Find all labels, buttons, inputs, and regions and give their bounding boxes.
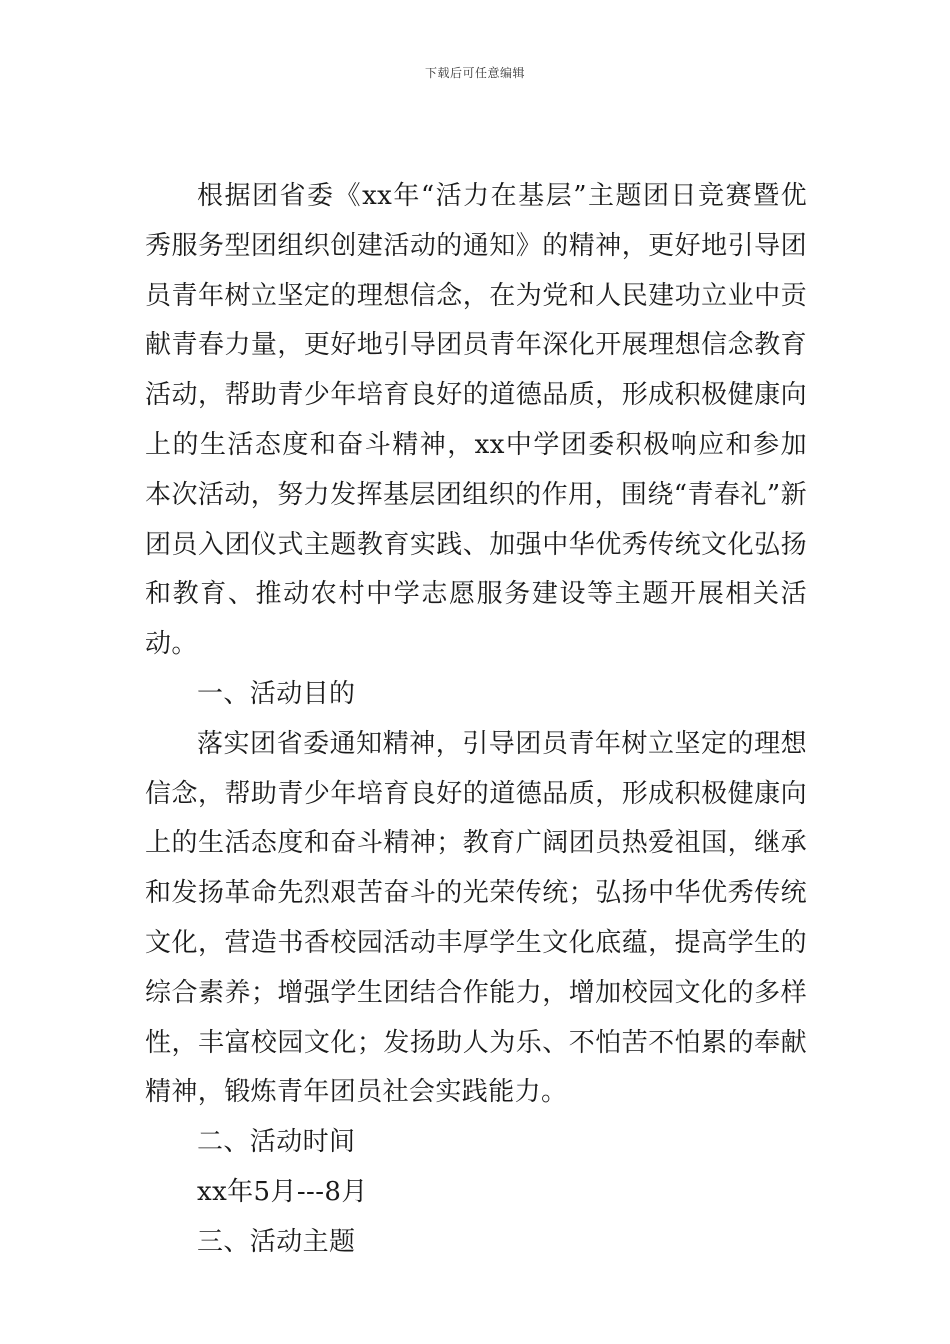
page-header: 下载后可任意编辑 [424,66,525,80]
time-paragraph: xx年5月---8月 [197,1176,368,1207]
intro-paragraph: 根据团省委《xx年“活力在基层”主题团日竞赛暨优秀服务型团组织创建活动的通知》的精神，更好地引导团员青年树立坚定的理想信念，在为党和人民建功立业中贡献青春力量，更好地引导团员青年深化开展理想信念教育活动，帮助青少年培育良好的道德品质，形成积极健康向上的生活态度和奋斗精神，xx中学团委积极响应和参加本次活动，努力发挥基层团组织的作用，围绕“青春礼”新团员入团仪式主题教育实践、加强中华优秀传统文化弘扬和教育、推动农村中学志愿服务建设等主题开展相关活动。 [145,181,807,660]
purpose-paragraph: 落实团省委通知精神，引导团员青年树立坚定的理想信念，帮助青少年培育良好的道德品质，形成积极健康向上的生活态度和奋斗精神；教育广阔团员热爱祖国，继承和发扬革命先烈艰苦奋斗的光荣传统；弘扬中华优秀传统文化，营造书香校园活动丰厚学生文化底蕴，提高学生的综合素养；增强学生团结合作能力，增加校园文化的多样性，丰富校园文化；发扬助人为乐、不怕苦不怕累的奉献精神，锻炼青年团员社会实践能力。 [145,728,807,1108]
document-body [145,172,807,1268]
section-heading-theme: 三、活动主题 [197,1226,356,1257]
section-heading-purpose: 一、活动目的 [197,678,356,709]
section-heading-time: 二、活动时间 [197,1127,356,1158]
